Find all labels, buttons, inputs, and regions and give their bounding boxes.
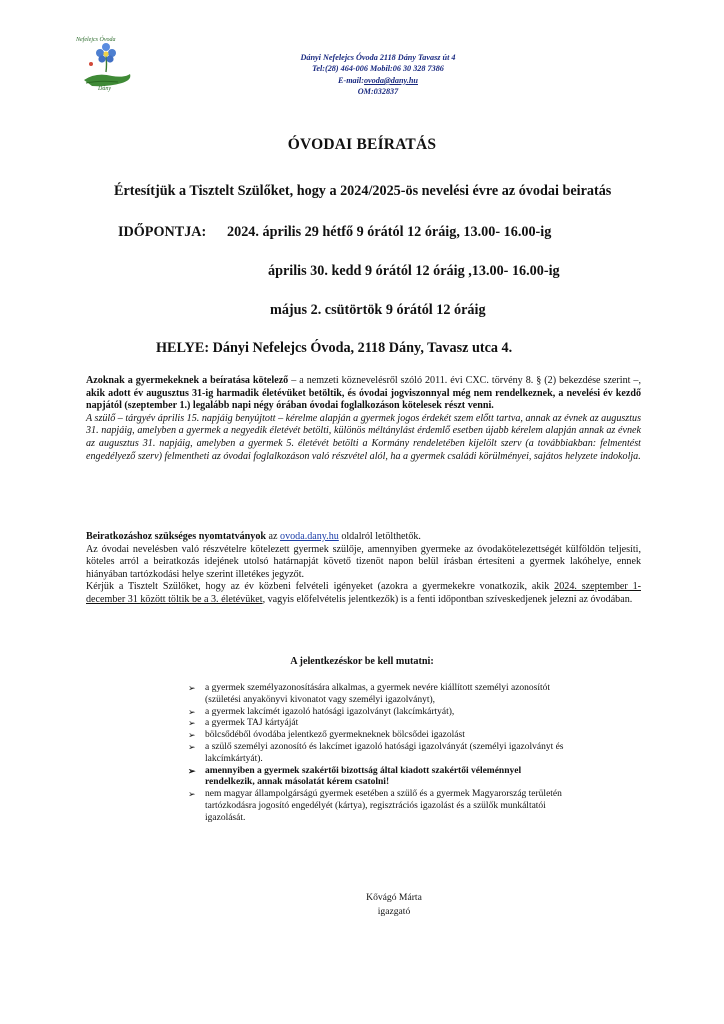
- arrow-bullet-icon: ➢: [188, 765, 196, 776]
- list-item-text: nem magyar állampolgárságú gyermek esetében a szülő és a gyermek Magyarország területén tartózkodásra jogosító engedélyét (kártya), regisztrációs igazolást és a szülők munkáltatói igazolását.: [205, 789, 562, 823]
- list-item-text: amennyiben a gyermek szakértői bizottság által kiadott szakértői véleménnyel rendelkezik, annak másolatát kérem csatolni!: [205, 765, 522, 788]
- list-item-text: a gyermek TAJ kártyáját: [205, 718, 299, 729]
- list-item-text: bölcsődéből óvodába jelentkező gyermekneknek bölcsődei igazolást: [205, 730, 465, 741]
- arrow-bullet-icon: ➢: [188, 741, 196, 752]
- obligation-paragraph: [86, 375, 641, 463]
- arrow-bullet-icon: ➢: [188, 683, 196, 693]
- signature-block: [334, 891, 454, 918]
- place-label: HELYE:: [156, 340, 210, 356]
- website-link[interactable]: ovoda.dany.hu: [280, 531, 339, 542]
- obligation-bold-1: Azoknak a gyermekeknek a beíratása kötelező: [86, 375, 289, 386]
- forms-text-2: oldalról letölthetők.: [338, 531, 421, 542]
- place-value: Dányi Nefelejcs Óvoda, 2118 Dány, Tavasz utca 4.: [212, 340, 513, 356]
- schedule-row-2: április 30. kedd 9 órától 12 óráig ,13.00- 16.00-ig: [268, 263, 560, 279]
- list-item: [184, 789, 564, 824]
- request-text-1: Kérjük a Tisztelt Szülőket, hogy az év közbeni felvételi igényeket (azokra a gyermekekre vonatkozik, akik: [86, 581, 555, 593]
- email-label: E-mail:: [338, 75, 364, 85]
- email-link[interactable]: ovoda@dany.hu: [363, 75, 418, 85]
- arrow-bullet-icon: ➢: [188, 730, 196, 741]
- place-line: [156, 340, 512, 357]
- request-underlined: 2024. szeptember 1- december 31 között töltik be a 3. életévüket: [86, 581, 641, 605]
- list-item: [184, 742, 564, 766]
- forms-paragraph: [86, 531, 641, 607]
- intro-line: Értesítjük a Tisztelt Szülőket, hogy a 2024/2025-ös nevelési évre az óvodai beiratás: [114, 183, 612, 199]
- schedule-label: IDŐPONTJA:: [118, 224, 207, 240]
- schedule-row-3: május 2. csütörtök 9 órától 12 óráig: [270, 302, 486, 318]
- logo-bottom-text: Dány: [98, 86, 111, 92]
- page-title: ÓVODAI BEÍRATÁS: [287, 136, 437, 153]
- list-item-text: a gyermek lakcímét igazoló hatósági igazolványt (lakcímkártyát),: [205, 706, 455, 717]
- list-item: [184, 766, 564, 790]
- request-text-2: , vagyis előfelvételis jelentkezők) is a fenti időpontban szíveskedjenek jelezni az óvodában.: [262, 593, 633, 605]
- list-item: [184, 730, 564, 742]
- signer-name: Kővágó Márta: [366, 892, 422, 903]
- letterhead: [258, 52, 498, 98]
- exemption-text: A szülő – tárgyév április 15. napjáig benyújtott – kérelme alapján a gyermek jogos érdekét szem előtt tartva, annak az évnek az augusztus 31. napjáig, amelyben a gyermek a negyedik életévét betölti, különös méltánylást érdemlő esetben újabb kérelem alapján annak az évnek az augusztus 31. napjáig, amelyben a gyermek 5. életévét betölti a Kormány rendeletében kijelölt szerv (a továbbiakban: felmentést engedélyező szerv) felmentheti az óvodai foglalkozáson való részvétel alól, ha a gyermek családi körülményei, sajátos helyzete indokolja.: [86, 412, 641, 462]
- list-item: [184, 718, 564, 730]
- letterhead-email-line: [258, 75, 498, 86]
- forms-bold: Beiratkozáshoz szükséges nyomtatványok: [86, 531, 267, 542]
- arrow-bullet-icon: ➢: [188, 789, 196, 800]
- kindergarten-logo: [66, 36, 146, 94]
- list-item-text: a szülő személyi azonosító és lakcímet igazoló hatósági igazolványát (személyi igazolványt és lakcímkártyát).: [205, 741, 564, 764]
- list-item: [184, 683, 564, 707]
- requirements-list: [184, 683, 564, 825]
- forms-text-1: az: [266, 531, 281, 542]
- schedule-row-1: 2024. április 29 hétfő 9 órától 12 óráig, 13.00- 16.00-ig: [227, 224, 552, 240]
- logo-arc-text: Nefelejcs Óvoda: [76, 37, 116, 43]
- arrow-bullet-icon: ➢: [188, 718, 196, 729]
- obligation-text-1: – a nemzeti köznevelésről szóló 2011. évi CXC. törvény 8. § (2) bekezdése szerint –,: [288, 375, 641, 386]
- abroad-text: Az óvodai nevelésben való részvételre kötelezett gyermek szülője, amennyiben gyermeke az óvodakötelezettségét külföldön teljesíti, köteles arról a beiratkozás idejének utolsó határnapját követő tizenöt napon belül írásban értesíteni a gyermek lakóhelye, ennek hiányában tartózkodási helye szerint illetékes jegyzőt.: [86, 543, 641, 580]
- letterhead-om: OM:032837: [357, 87, 399, 97]
- arrow-bullet-icon: ➢: [188, 706, 196, 717]
- list-item-text: a gyermek személyazonosítására alkalmas, a gyermek nevére kiállított személyi azonosítót (születési anyakönyvi kivonatot vagy személyi igazolványt),: [205, 683, 551, 705]
- list-item: [184, 707, 564, 719]
- letterhead-address: Dányi Nefelejcs Óvoda 2118 Dány Tavasz út 4: [300, 53, 456, 62]
- letterhead-phone: Tel:(28) 464-006 Mobil:06 30 328 7386: [312, 64, 444, 74]
- signer-role: igazgató: [377, 905, 411, 917]
- obligation-bold-2: akik adott év augusztus 31-ig harmadik életévüket betöltik, és óvodai jogviszonnyal még nem rendelkeznek, a nevelési év kezdő napjától (szeptember 1.) legalább napi négy órában óvodai foglalkozáson kötelesek részt venni.: [86, 387, 641, 412]
- requirements-title: A jelentkezéskor be kell mutatni:: [290, 656, 434, 667]
